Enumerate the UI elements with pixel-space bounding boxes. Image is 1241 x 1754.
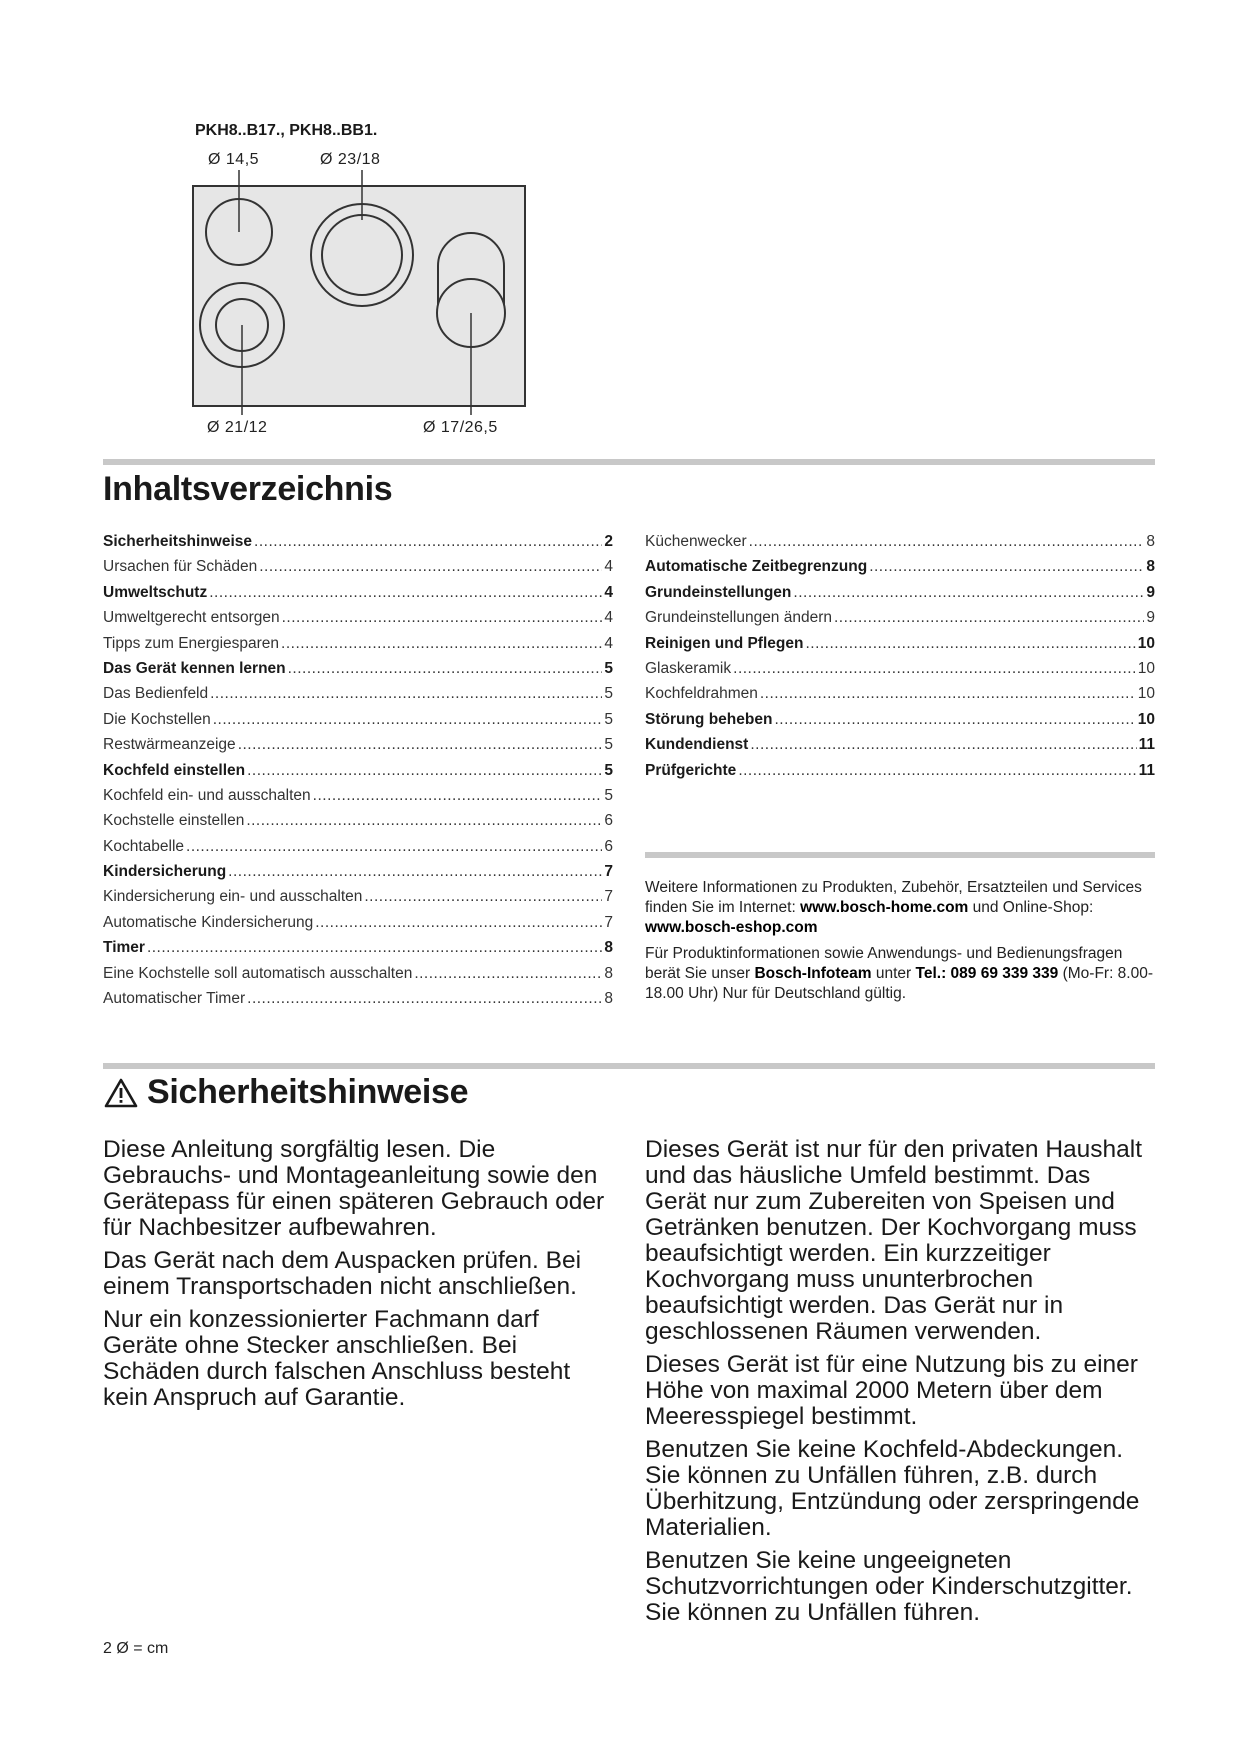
safety-heading (103, 1073, 468, 1112)
toc-entry-page: 5 (604, 786, 613, 804)
toc-entry-page: 11 (1138, 761, 1155, 779)
toc-entry-title: Kochstelle einstellen (103, 812, 245, 830)
toc-entry[interactable] (645, 685, 1155, 710)
toc-leader-dots (288, 660, 603, 678)
toc-leader-dots (749, 533, 1145, 551)
toc-leader-dots (147, 939, 602, 957)
toc-right-column (645, 533, 1155, 787)
bosch-eshop-link[interactable]: www.bosch-eshop.com (645, 919, 818, 936)
toc-entry[interactable] (103, 609, 613, 634)
section-divider-toc (103, 459, 1155, 465)
safety-left-column (103, 1137, 618, 1418)
toc-entry-page: 8 (1146, 558, 1155, 576)
toc-entry[interactable] (103, 914, 613, 939)
toc-entry-page: 11 (1138, 736, 1155, 754)
toc-entry-title: Timer (103, 939, 145, 957)
toc-entry[interactable] (645, 736, 1155, 761)
toc-entry-title: Prüfgerichte (645, 761, 737, 779)
toc-entry[interactable] (645, 609, 1155, 634)
toc-leader-dots (834, 609, 1144, 627)
toc-entry-title: Kindersicherung (103, 863, 227, 881)
toc-entry-page: 4 (604, 558, 613, 576)
toc-entry[interactable] (103, 711, 613, 736)
toc-entry-page: 10 (1137, 685, 1155, 703)
toc-leader-dots (805, 635, 1135, 653)
toc-entry[interactable] (103, 965, 613, 990)
toc-leader-dots (186, 838, 602, 856)
toc-leader-dots (364, 888, 602, 906)
section-divider-safety (103, 1063, 1155, 1069)
toc-leader-dots (315, 914, 602, 932)
toc-entry-title: Automatischer Timer (103, 990, 246, 1008)
safety-paragraph: Benutzen Sie keine ungeeigneten Schutzvorrichtungen oder Kinderschutzgitter. Sie können zu Unfällen führen. (645, 1547, 1133, 1626)
toc-entry-page: 7 (604, 913, 613, 931)
toc-entry[interactable] (103, 660, 613, 685)
info-text: (Mo-Fr: 8.00-18.00 Uhr) Nur für Deutschland gültig. (645, 965, 1154, 1002)
toc-entry-title: Eine Kochstelle soll automatisch ausschalten (103, 964, 413, 982)
safety-paragraph: Dieses Gerät ist für eine Nutzung bis zu einer Höhe von maximal 2000 Metern über dem Meeresspiegel bestimmt. (645, 1351, 1138, 1430)
hotline-phone: Tel.: 089 69 339 339 (915, 965, 1059, 982)
toc-entry-page: 5 (604, 710, 613, 728)
toc-entry-page: 8 (1146, 533, 1155, 550)
cooktop-diagram (180, 170, 540, 420)
safety-title: Sicherheitshinweise (147, 1073, 469, 1111)
toc-entry[interactable] (103, 838, 613, 863)
toc-entry-page: 7 (604, 888, 613, 906)
info-paragraph-hotline (645, 944, 1160, 1004)
info-text: Weitere Informationen zu Produkten, Zubehör, Ersatzteilen und Services finden Sie im Internet: (645, 879, 1142, 916)
toc-entry-page: 8 (604, 964, 613, 982)
info-divider (645, 852, 1155, 858)
toc-entry[interactable] (645, 533, 1155, 558)
toc-entry[interactable] (103, 762, 613, 787)
toc-leader-dots (213, 711, 603, 729)
toc-entry[interactable] (103, 635, 613, 660)
toc-entry-title: Restwärmeanzeige (103, 736, 236, 754)
toc-entry-page: 5 (604, 685, 613, 703)
toc-leader-dots (750, 736, 1136, 754)
toc-entry-title: Umweltschutz (103, 583, 208, 601)
toc-entry-page: 10 (1137, 659, 1155, 677)
safety-paragraph: Nur ein konzessionierter Fachmann darf Geräte ohne Stecker anschließen. Bei Schäden durch falschen Anschluss besteht kein Anspruch auf Garantie. (103, 1306, 571, 1411)
toc-leader-dots (313, 787, 603, 805)
toc-entry[interactable] (103, 863, 613, 888)
toc-entry-page: 6 (604, 812, 613, 830)
info-text: und Online-Shop: (968, 899, 1094, 916)
toc-entry-page: 5 (604, 659, 613, 677)
toc-entry[interactable] (645, 584, 1155, 609)
toc-entry-title: Störung beheben (645, 710, 773, 728)
diameter-label-top-left: Ø 14,5 (208, 151, 260, 168)
toc-entry-page: 8 (604, 939, 613, 957)
toc-entry-title: Grundeinstellungen ändern (645, 609, 832, 627)
toc-entry[interactable] (645, 660, 1155, 685)
info-block (645, 878, 1160, 1004)
toc-entry-title: Küchenwecker (645, 533, 747, 550)
toc-entry-title: Kochfeldrahmen (645, 685, 758, 703)
page-footer: 2 Ø = cm (103, 1640, 169, 1657)
toc-entry[interactable] (103, 584, 613, 609)
toc-leader-dots (733, 660, 1136, 678)
toc-leader-dots (238, 736, 603, 754)
toc-entry[interactable] (645, 762, 1155, 787)
toc-title: Inhaltsverzeichnis (103, 470, 393, 508)
toc-leader-dots (254, 533, 602, 551)
infoteam-name: Bosch-Infoteam (754, 965, 872, 982)
toc-entry-title: Grundeinstellungen (645, 583, 792, 601)
diameter-label-top-middle: Ø 23/18 (320, 151, 381, 168)
safety-paragraph: Diese Anleitung sorgfältig lesen. Die Gebrauchs- und Montageanleitung sowie den Gerätepass für einen späteren Gebrauch oder für Nachbesitzer aufbewahren. (103, 1136, 605, 1241)
toc-entry-title: Ursachen für Schäden (103, 558, 258, 576)
toc-entry-page: 9 (1146, 583, 1155, 601)
toc-entry-page: 9 (1146, 609, 1155, 627)
safety-paragraph: Benutzen Sie keine Kochfeld-Abdeckungen. Sie können zu Unfällen führen, z.B. durch Überhitzung, Entzündung oder zerspringende Materialien. (645, 1436, 1140, 1541)
toc-leader-dots (281, 635, 602, 653)
toc-entry-title: Das Bedienfeld (103, 685, 209, 703)
toc-entry-title: Automatische Kindersicherung (103, 913, 314, 931)
toc-entry-title: Automatische Zeitbegrenzung (645, 558, 868, 576)
toc-entry-page: 4 (604, 609, 613, 627)
toc-entry[interactable] (103, 736, 613, 761)
toc-leader-dots (282, 609, 603, 627)
toc-entry-title: Kindersicherung ein- und ausschalten (103, 888, 363, 906)
toc-leader-dots (247, 990, 602, 1008)
toc-entry-title: Tipps zum Energiesparen (103, 634, 280, 652)
toc-entry[interactable] (645, 635, 1155, 660)
toc-entry-title: Kundendienst (645, 736, 749, 754)
toc-entry[interactable] (103, 685, 613, 710)
info-paragraph-web (645, 878, 1160, 938)
toc-leader-dots (247, 762, 602, 780)
safety-paragraph: Dieses Gerät ist nur für den privaten Haushalt und das häusliche Umfeld bestimmt. Das Gerät nur zum Zubereiten von Speisen und Getränken benutzen. Der Kochvorgang muss beaufsichtigt werden. Ein kurzzeitiger Kochvorgang muss ununterbrochen beaufsichtigt werden. Das Gerät nur in geschlossenen Räumen verwenden. (645, 1136, 1143, 1345)
toc-entry-page: 2 (604, 533, 613, 550)
toc-entry[interactable] (103, 787, 613, 812)
toc-entry-page: 5 (604, 761, 613, 779)
toc-entry-title: Die Kochstellen (103, 710, 211, 728)
toc-entry-page: 5 (604, 736, 613, 754)
toc-entry-title: Kochfeld ein- und ausschalten (103, 786, 311, 804)
toc-leader-dots (246, 812, 602, 830)
model-number: PKH8..B17., PKH8..BB1. (195, 122, 378, 139)
toc-leader-dots (259, 558, 602, 576)
diameter-label-bottom-right: Ø 17/26,5 (423, 419, 498, 436)
toc-entry-title: Glaskeramik (645, 659, 732, 677)
toc-entry[interactable] (645, 558, 1155, 583)
toc-leader-dots (414, 965, 602, 983)
toc-entry[interactable] (103, 939, 613, 964)
toc-entry-page: 8 (604, 990, 613, 1008)
toc-entry-title: Umweltgerecht entsorgen (103, 609, 280, 627)
toc-entry[interactable] (103, 558, 613, 583)
toc-entry[interactable] (103, 533, 613, 558)
toc-entry-page: 4 (604, 583, 613, 601)
toc-entry-title: Kochtabelle (103, 837, 185, 855)
safety-paragraph: Das Gerät nach dem Auspacken prüfen. Bei einem Transportschaden nicht anschließen. (103, 1247, 582, 1300)
bosch-home-link[interactable]: www.bosch-home.com (800, 899, 969, 916)
toc-entry[interactable] (645, 711, 1155, 736)
toc-entry-page: 10 (1137, 634, 1155, 652)
toc-leader-dots (210, 685, 602, 703)
toc-leader-dots (774, 711, 1135, 729)
toc-entry-title: Sicherheitshinweise (103, 533, 253, 550)
toc-entry-page: 6 (604, 837, 613, 855)
toc-entry[interactable] (103, 812, 613, 837)
warning-triangle-icon (103, 1077, 139, 1109)
info-text: Für Produktinformationen sowie Anwendungs- und Bedienungsfragen berät Sie unser (645, 945, 1123, 982)
toc-leader-dots (793, 584, 1144, 602)
toc-left-column (103, 533, 613, 1015)
toc-entry[interactable] (103, 990, 613, 1015)
info-text: unter (871, 965, 916, 982)
toc-entry-page: 7 (604, 863, 613, 881)
safety-right-column (645, 1137, 1155, 1633)
diameter-label-bottom-left: Ø 21/12 (207, 419, 268, 436)
toc-entry-page: 10 (1137, 710, 1155, 728)
toc-leader-dots (738, 762, 1136, 780)
toc-entry-title: Kochfeld einstellen (103, 761, 246, 779)
toc-entry-title: Reinigen und Pflegen (645, 634, 804, 652)
toc-entry-page: 4 (604, 634, 613, 652)
toc-leader-dots (760, 685, 1136, 703)
toc-entry-title: Das Gerät kennen lernen (103, 659, 286, 677)
toc-leader-dots (869, 558, 1144, 576)
toc-leader-dots (228, 863, 602, 881)
toc-entry[interactable] (103, 888, 613, 913)
toc-leader-dots (209, 584, 602, 602)
